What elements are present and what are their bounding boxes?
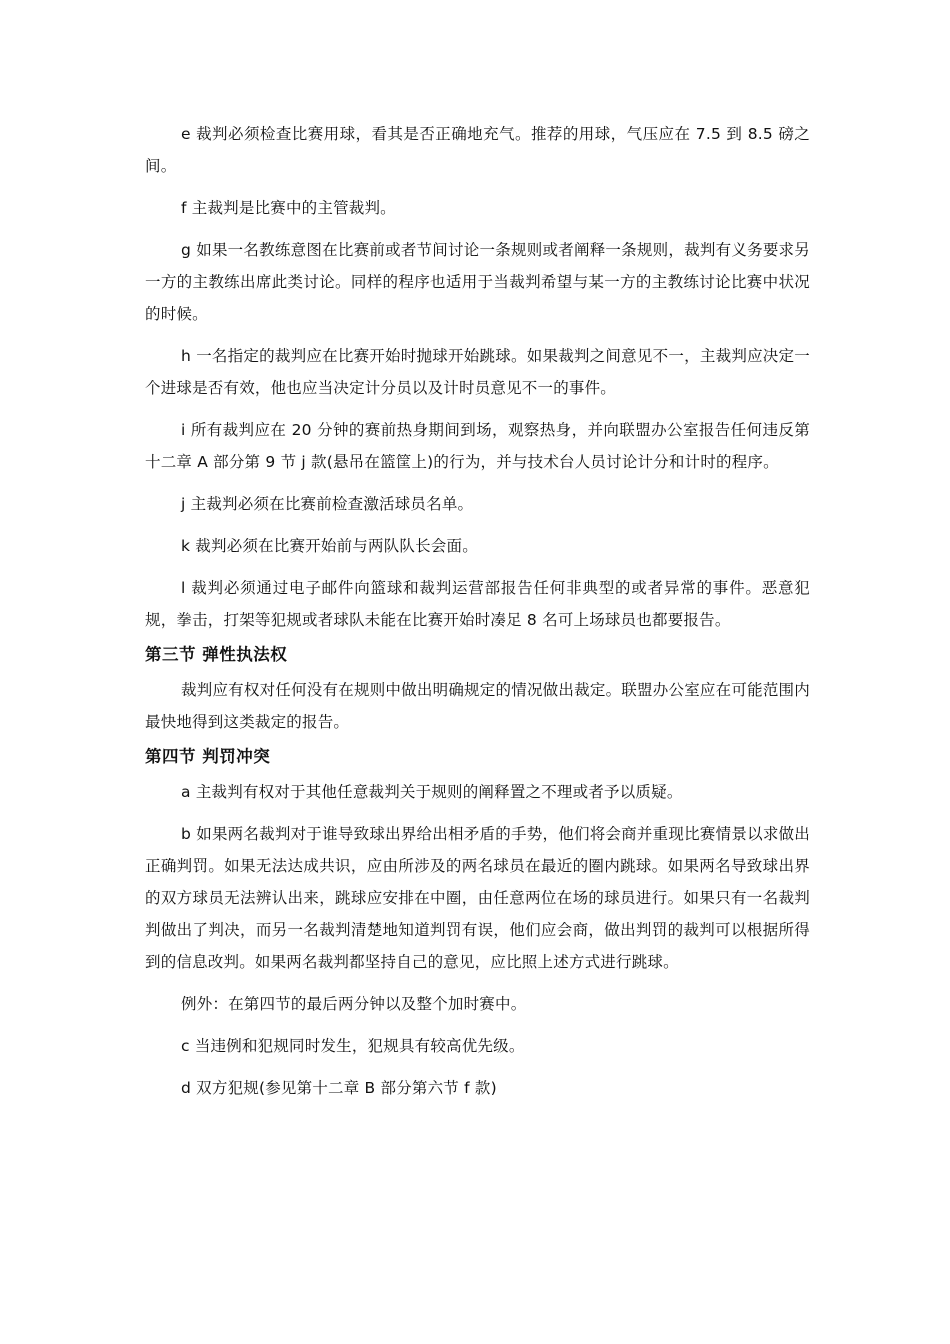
section-4-paragraph-b: b 如果两名裁判对于谁导致球出界给出相矛盾的手势，他们将会商并重现比赛情景以求做出正确判罚。如果无法达成共识，应由所涉及的两名球员在最近的圈内跳球。如果两名导致球出界的双方球员无法辨认出来，跳球应安排在中圈，由任意两位在场的球员进行。如果只有一名裁判判做出了判决，而另一名裁判清楚地知道判罚有误，他们应会商，做出判罚的裁判可以根据所得到的信息改判。如果两名裁判都坚持自己的意见，应比照上述方式进行跳球。 (145, 825, 810, 971)
section-4-paragraph-c: c 当违例和犯规同时发生，犯规具有较高优先级。 (181, 1037, 525, 1055)
section-3-paragraph: 裁判应有权对任何没有在规则中做出明确规定的情况做出裁定。联盟办公室应在可能范围内最快地得到这类裁定的报告。 (145, 681, 810, 731)
paragraph-g: g 如果一名教练意图在比赛前或者节间讨论一条规则或者阐释一条规则，裁判有义务要求另一方的主教练出席此类讨论。同样的程序也适用于当裁判希望与某一方的主教练讨论比赛中状况的时候。 (145, 241, 810, 323)
paragraph-e: e 裁判必须检查比赛用球，看其是否正确地充气。推荐的用球，气压应在 7.5 到 8.5 磅之间。 (145, 125, 810, 175)
paragraph-i: i 所有裁判应在 20 分钟的赛前热身期间到场，观察热身，并向联盟办公室报告任何违反第十二章 A 部分第 9 节 j 款(悬吊在篮筐上)的行为，并与技术台人员讨论计分和计时的程序。 (145, 421, 810, 471)
section-3-heading: 第三节 弹性执法权 (145, 645, 288, 664)
section-4-paragraph-a: a 主裁判有权对于其他任意裁判关于规则的阐释置之不理或者予以质疑。 (181, 783, 683, 801)
section-4-paragraph-d: d 双方犯规(参见第十二章 B 部分第六节 f 款) (181, 1079, 497, 1097)
paragraph-k: k 裁判必须在比赛开始前与两队队长会面。 (181, 537, 478, 555)
paragraph-f: f 主裁判是比赛中的主管裁判。 (181, 199, 396, 217)
section-4-exception: 例外：在第四节的最后两分钟以及整个加时赛中。 (181, 995, 527, 1013)
paragraph-h: h 一名指定的裁判应在比赛开始时抛球开始跳球。如果裁判之间意见不一，主裁判应决定一个进球是否有效，他也应当决定计分员以及计时员意见不一的事件。 (145, 347, 810, 397)
paragraph-l: l 裁判必须通过电子邮件向篮球和裁判运营部报告任何非典型的或者异常的事件。恶意犯规，拳击，打架等犯规或者球队未能在比赛开始时凑足 8 名可上场球员也都要报告。 (145, 579, 810, 629)
paragraph-j: j 主裁判必须在比赛前检查激活球员名单。 (181, 495, 474, 513)
section-4-heading: 第四节 判罚冲突 (145, 747, 271, 766)
document-page (145, 118, 810, 1114)
